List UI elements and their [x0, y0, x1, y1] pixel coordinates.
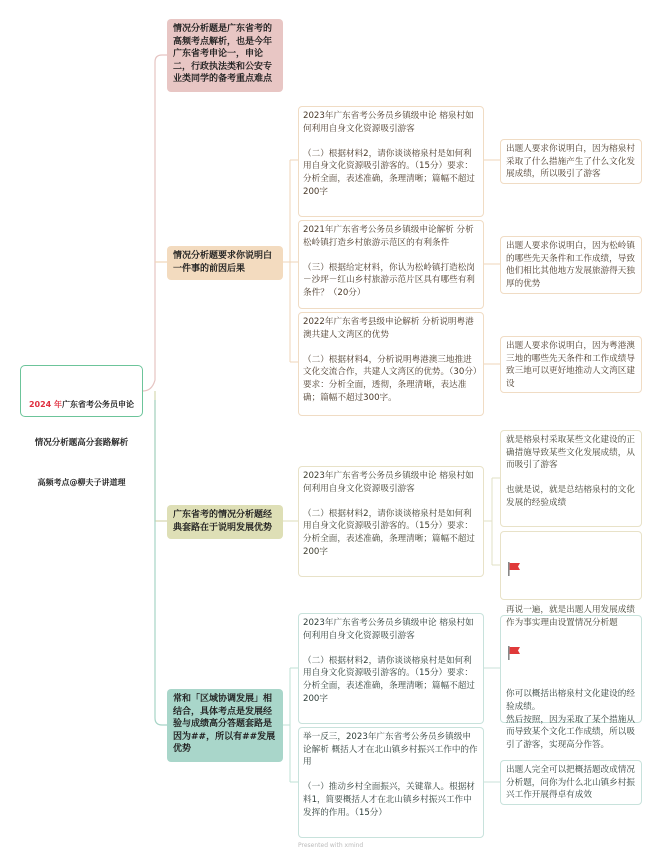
answer-text: 再说一遍，就是出题人用发展成绩作为事实理由设置情况分析题	[506, 605, 635, 628]
branch-topic-2[interactable]: 情况分析题要求你说明白一件事的前因后果	[167, 246, 283, 280]
answer-node[interactable]: 出题人要求你说明白，因为粤港澳三地的哪些先天条件和工作成绩导致三地可以更好地推动人文湾区建设	[500, 336, 642, 393]
answer-node[interactable]: 出题人要求你说明白，因为榕泉村采取了什么措施产生了什么文化发展成绩，所以吸引了游客	[500, 139, 642, 184]
branch-topic-3[interactable]: 广东省考的情况分析题经典套路在于说明发展优势	[167, 505, 283, 539]
question-node[interactable]: 2022年广东省考县级申论解析 分析说明粤港澳共建人文湾区的优势 （二）根据材料4，分析说明粤港澳三地推进文化交流合作，共建人文湾区的优势。（30分）要求：分析全面，透彻，条理清晰，表达准确；篇幅不超过300字。	[298, 312, 484, 416]
root-topic[interactable]	[20, 365, 143, 487]
branch-topic-4[interactable]: 常和「区域协调发展」相结合，具体考点是发展经验与成绩高分答题套路是因为##，所以有##发展优势	[167, 689, 283, 762]
red-flag-icon	[506, 561, 522, 577]
answer-node[interactable]: 出题人完全可以把概括题改成情况分析题，问你为什么北山镇乡村振兴工作开展得卓有成效	[500, 760, 642, 805]
branch-topic-1[interactable]: 情况分析题是广东省考的高频考点解析，也是今年广东省考申论一，申论二，行政执法类和公安专业类同学的备考重点难点	[167, 19, 283, 92]
root-year: 2024 年	[28, 400, 63, 409]
answer-node-flagged[interactable]	[500, 531, 642, 628]
red-flag-icon	[506, 645, 522, 661]
root-title-line1: 广东省考公务员申论	[62, 400, 135, 409]
answer-node[interactable]: 就是榕泉村采取某些文化建设的正确措施导致某些文化发展成绩，从而吸引了游客 也就是说，就是总结榕泉村的文化发展的经验成绩	[500, 430, 642, 527]
root-title-line2: 情况分析题高分套路解析	[34, 438, 129, 448]
answer-node[interactable]: 出题人要求你说明白，因为松岭镇的哪些先天条件和工作成绩，导致他们相比其他地方发展旅游得天独厚的优势	[500, 236, 642, 294]
xmind-watermark: Presented with xmind	[298, 842, 364, 849]
answer-text: 你可以概括出榕泉村文化建设的经验成绩。 然后按照，因为采取了某个措施从而导致某个文化工作成绩，所以吸引了游客，实现高分作答。	[506, 689, 635, 750]
question-node[interactable]: 举一反三，2023年广东省考公务员乡镇级申论解析 概括人才在北山镇乡村振兴工作中的作用 （一）推动乡村全面振兴，关键靠人。根据材料1，简要概括人才在北山镇乡村振兴工作中发挥的作用。（15分）	[298, 727, 484, 838]
question-node[interactable]: 2023年广东省考公务员乡镇级申论 榕泉村如何利用自身文化资源吸引游客 （二）根据材料2，请你谈谈榕泉村是如何利用自身文化资源吸引游客的。（15分）要求：分析全面，表述准确，条理清晰；篇幅不超过200字	[298, 106, 484, 217]
question-node[interactable]: 2023年广东省考公务员乡镇级申论 榕泉村如何利用自身文化资源吸引游客 （二）根据材料2，请你谈谈榕泉村是如何利用自身文化资源吸引游客的。（15分）要求：分析全面，表述准确，条理清晰；篇幅不超过200字	[298, 466, 484, 577]
root-author: 高频考点@柳夫子讲道理	[37, 478, 126, 487]
question-node[interactable]: 2023年广东省考公务员乡镇级申论 榕泉村如何利用自身文化资源吸引游客 （二）根据材料2，请你谈谈榕泉村是如何利用自身文化资源吸引游客的。（15分）要求：分析全面，表述准确，条理清晰；篇幅不超过200字	[298, 613, 484, 724]
answer-node-flagged[interactable]	[500, 615, 642, 750]
question-node[interactable]: 2021年广东省考公务员乡镇级申论解析 分析松岭镇打造乡村旅游示范区的有利条件 （三）根据给定材料，你认为松岭镇打造松岗－沙坪－红山乡村旅游示范片区具有哪些有利条件？（20分）	[298, 220, 484, 309]
